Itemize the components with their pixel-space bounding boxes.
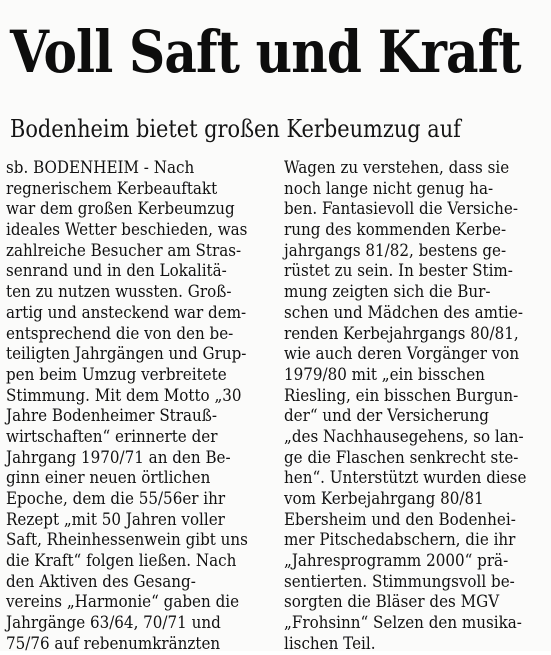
article-line-text: mer Pitschedabschern, die ihr bbox=[284, 530, 516, 551]
article-line bbox=[284, 510, 551, 531]
article-line-text: Jahre Bodenheimer Strauß- bbox=[6, 406, 217, 427]
article-line bbox=[284, 386, 551, 407]
article-line-text: renden Kerbejahrgangs 80/81, bbox=[284, 323, 519, 344]
article-line-text: noch lange nicht genug ha- bbox=[284, 178, 494, 199]
article-line-text: vereins „Harmonie“ gaben die bbox=[6, 592, 240, 613]
article-line bbox=[284, 613, 551, 634]
article-line-text: hen“. Unterstützt wurden diese bbox=[284, 468, 527, 489]
article-line bbox=[6, 592, 276, 613]
article-line-text: Riesling, ein bisschen Burgun- bbox=[284, 385, 519, 406]
article-line-text: wirtschaften“ erinnerte der bbox=[6, 426, 218, 447]
article-line bbox=[6, 261, 276, 282]
article-line-text: rung des kommenden Kerbe- bbox=[284, 220, 507, 241]
article-line-text: Wagen zu verstehen, dass sie bbox=[284, 158, 510, 178]
article-line bbox=[284, 282, 551, 303]
article-line bbox=[6, 282, 276, 303]
article-line-text: teiligten Jahrgängen und Grup- bbox=[6, 344, 247, 365]
article-line bbox=[6, 303, 276, 324]
article-line-text: ideales Wetter beschieden, was bbox=[6, 220, 248, 241]
article-line-text: lischen Teil. bbox=[284, 633, 376, 654]
article-line bbox=[284, 324, 551, 345]
article-line-text: war dem großen Kerbeumzug bbox=[6, 199, 235, 220]
article-line-text: ginn einer neuen örtlichen bbox=[6, 468, 211, 489]
article-line-text: zahlreiche Besucher am Stras- bbox=[6, 240, 242, 261]
article-line-text: jahrgangs 81/82, bestens ge- bbox=[284, 240, 507, 261]
article-line bbox=[6, 199, 276, 220]
article-line-text: die Kraft“ folgen ließen. Nach bbox=[6, 551, 237, 572]
article-line-text: Stimmung. Mit dem Motto „30 bbox=[6, 385, 242, 406]
article-line-text: pen beim Umzug verbreitete bbox=[6, 364, 227, 385]
article-line bbox=[6, 510, 276, 531]
article-line bbox=[284, 158, 551, 179]
article-line bbox=[6, 530, 276, 551]
article-line bbox=[6, 551, 276, 572]
article-line-text: den Aktiven des Gesang- bbox=[6, 571, 196, 592]
article-line bbox=[6, 220, 276, 241]
article-line bbox=[6, 365, 276, 386]
article-line bbox=[6, 158, 276, 179]
article-line-text: sorgten die Bläser des MGV bbox=[284, 592, 500, 613]
article-line bbox=[284, 220, 551, 241]
article-line bbox=[6, 406, 276, 427]
article-line-text: sentierten. Stimmungsvoll be- bbox=[284, 571, 515, 592]
article-line bbox=[6, 634, 276, 655]
article-line bbox=[6, 448, 276, 469]
article-line-text: 75/76 auf rebenumkränzten bbox=[6, 633, 221, 654]
article-line-text: ten zu nutzen wussten. Groß- bbox=[6, 282, 232, 303]
article-line bbox=[284, 448, 551, 469]
article-line bbox=[6, 468, 276, 489]
article-line-text: Jahrgänge 63/64, 70/71 und bbox=[6, 613, 221, 634]
article-line bbox=[284, 303, 551, 324]
article-column-right bbox=[284, 158, 551, 655]
article-line bbox=[284, 551, 551, 572]
article-line bbox=[6, 241, 276, 262]
subheadline: Bodenheim bietet großen Kerbeumzug auf bbox=[10, 115, 461, 143]
article-line bbox=[284, 530, 551, 551]
article-line bbox=[284, 365, 551, 386]
article-line bbox=[284, 199, 551, 220]
article-line bbox=[284, 592, 551, 613]
article-line-text: „Jahresprogramm 2000“ prä- bbox=[284, 551, 509, 572]
article-line bbox=[284, 241, 551, 262]
article-line-text: der“ und der Versicherung bbox=[284, 406, 489, 427]
article-line bbox=[6, 344, 276, 365]
article-line bbox=[6, 427, 276, 448]
article-line-text: Saft, Rheinhessenwein gibt uns bbox=[6, 530, 248, 551]
article-line bbox=[6, 324, 276, 345]
article-line-text: 1979/80 mit „ein bisschen bbox=[284, 364, 485, 385]
headline: Voll Saft und Kraft bbox=[10, 18, 521, 86]
article-line-text: Ebersheim und den Bodenhei- bbox=[284, 509, 516, 530]
article-line-text: Jahrgang 1970/71 an den Be- bbox=[6, 447, 231, 468]
article-line-text: „des Nachhausegehens, so lan- bbox=[284, 426, 524, 447]
article-line-text: „Frohsinn“ Selzen den musika- bbox=[284, 613, 522, 634]
article-line-text: rüstet zu sein. In bester Stim- bbox=[284, 261, 513, 282]
article-line bbox=[284, 468, 551, 489]
article-line bbox=[6, 572, 276, 593]
article-line-text: schen und Mädchen des amtie- bbox=[284, 302, 523, 323]
article-line bbox=[6, 179, 276, 200]
article-line bbox=[284, 489, 551, 510]
article-line-text: Rezept „mit 50 Jahren voller bbox=[6, 509, 225, 530]
article-line-text: artig und ansteckend war dem- bbox=[6, 302, 247, 323]
article-line bbox=[284, 634, 551, 655]
article-line-text: wie auch deren Vorgänger von bbox=[284, 344, 520, 365]
article-line bbox=[6, 613, 276, 634]
article-line-text: vom Kerbejahrgang 80/81 bbox=[284, 489, 484, 509]
article-line-text: Epoche, dem die 55/56er ihr bbox=[6, 489, 226, 509]
article-line bbox=[284, 261, 551, 282]
article-line bbox=[6, 386, 276, 407]
article-line bbox=[284, 344, 551, 365]
article-line-text: senrand und in den Lokalitä- bbox=[6, 261, 227, 282]
article-line-text: entsprechend die von den be- bbox=[6, 323, 234, 344]
article-line-text: mung zeigten sich die Bur- bbox=[284, 282, 491, 303]
article-line bbox=[284, 572, 551, 593]
article-column-left bbox=[6, 158, 276, 655]
article-line bbox=[6, 489, 276, 510]
article-line bbox=[284, 427, 551, 448]
article-line-text: regnerischem Kerbeauftakt bbox=[6, 178, 218, 199]
article-line-text: sb. BODENHEIM - Nach bbox=[6, 158, 195, 178]
article-line bbox=[284, 406, 551, 427]
article-line-text: ge die Flaschen senkrecht ste- bbox=[284, 447, 519, 468]
article-line-text: ben. Fantasievoll die Versiche- bbox=[284, 199, 518, 220]
article-line bbox=[284, 179, 551, 200]
